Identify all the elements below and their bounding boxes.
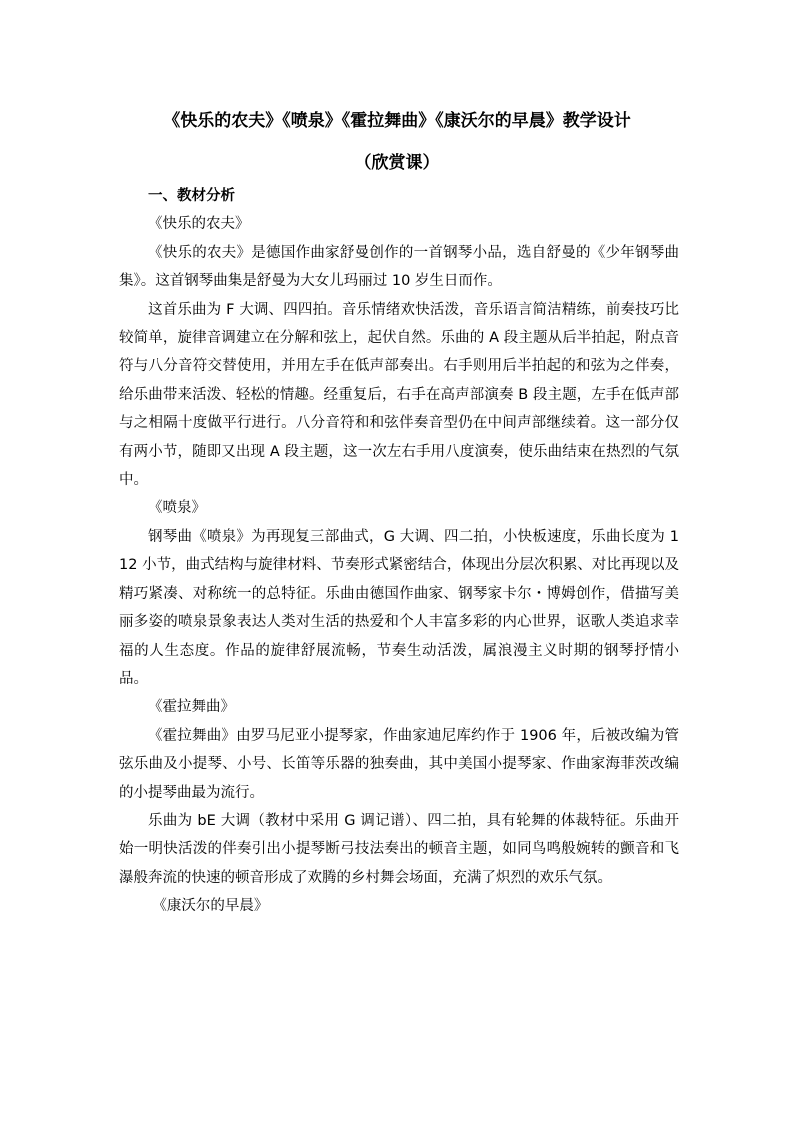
document-subtitle: （欣赏课） [354, 153, 440, 173]
paragraph-hora-intro: 《霍拉舞曲》由罗马尼亚小提琴家，作曲家迪尼库约作于 1906 年，后被改编为管弦乐曲及小提琴、小号、长笛等乐器的独奏曲，其中美国小提琴家、作曲家海菲茨改编的小提琴曲最为流行。 [119, 727, 679, 801]
piece-title-happy-farmer: 《快乐的农夫》 [148, 216, 250, 233]
paragraph-hora-analysis: 乐曲为 bE 大调（教材中采用 G 调记谱）、四二拍，具有轮舞的体裁特征。乐曲开始一明快活泼的伴奏引出小提琴断弓技法奏出的顿音主题，如同鸟鸣般婉转的颤音和飞瀑般奔流的快速的顿音形成了欢腾的乡村舞会场面，充满了炽烈的欢乐气氛。 [119, 812, 679, 886]
document-title: 《快乐的农夫》《喷泉》《霍拉舞曲》《康沃尔的早晨》教学设计 [163, 111, 631, 131]
section-heading: 一、教材分析 [148, 188, 235, 204]
paragraph-happy-farmer-intro: 《快乐的农夫》是德国作曲家舒曼创作的一首钢琴小品，选自舒曼的《少年钢琴曲集》。这首钢琴曲集是舒曼为大女儿玛丽过 10 岁生日而作。 [119, 244, 679, 290]
piece-title-cornwall-morning: 《康沃尔的早晨》 [152, 898, 269, 915]
paragraph-fountain: 钢琴曲《喷泉》为再现复三部曲式，G 大调、四二拍，小快板速度，乐曲长度为 112 小节，曲式结构与旋律材料、节奏形式紧密结合，体现出分层次积累、对比再现以及精巧紧凑、对称统一的总特征。乐曲由德国作曲家、钢琴家卡尔・博姆创作，借描写美丽多姿的喷泉景象表达人类对生活的热爱和个人丰富多彩的内心世界，讴歌人类追求幸福的人生态度。作品的旋律舒展流畅，节奏生动活泼，属浪漫主义时期的钢琴抒情小品。 [119, 528, 679, 687]
piece-title-hora-staccato: 《霍拉舞曲》 [148, 699, 235, 716]
paragraph-happy-farmer-analysis: 这首乐曲为 F 大调、四四拍。音乐情绪欢快活泼，音乐语言简洁精练，前奏技巧比较简单，旋律音调建立在分解和弦上，起伏自然。乐曲的 A 段主题从后半拍起，附点音符与八分音符交替使用，并用左手在低声部奏出。右手则用后半拍起的和弦为之伴奏，给乐曲带来活泼、轻松的情趣。经重复后，右手在高声部演奏 B 段主题，左手在低声部与之相隔十度做平行进行。八分音符和和弦伴奏音型仍在中间声部继续着。这一部分仅有两小节，随即又出现 A 段主题，这一次左右手用八度演奏，使乐曲结束在热烈的气氛中。 [119, 301, 679, 489]
document-body [119, 182, 679, 921]
piece-title-fountain: 《喷泉》 [148, 500, 206, 517]
